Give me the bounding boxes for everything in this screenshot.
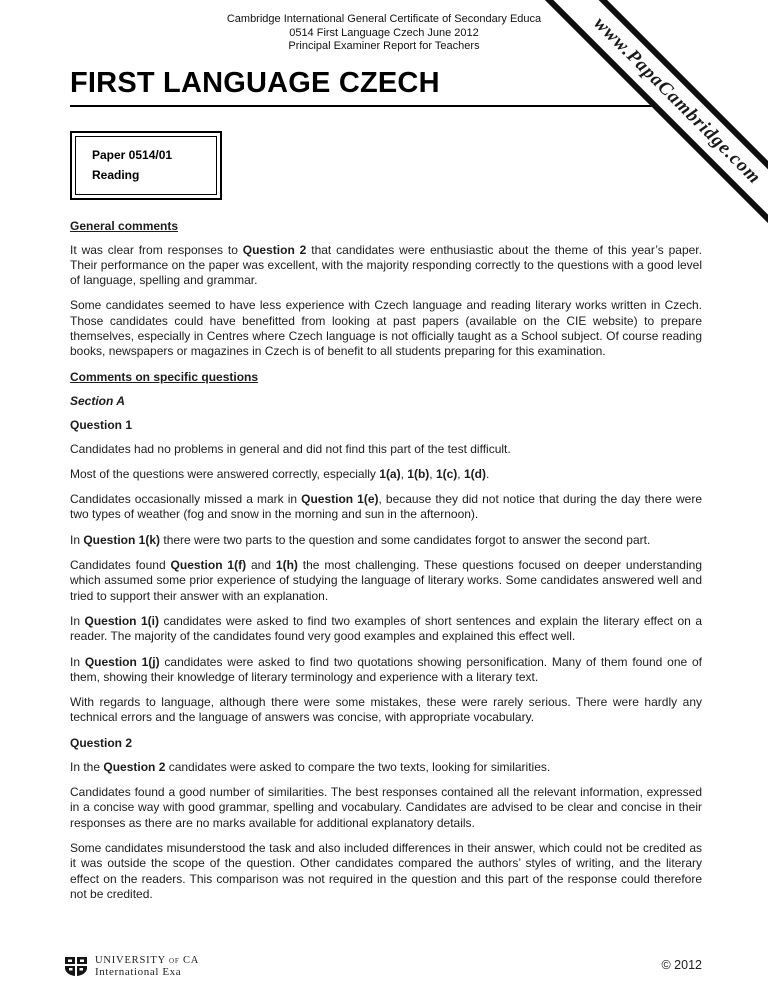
logo-university-text: UNIVERSITY of CA [95, 955, 200, 966]
page-title: FIRST LANGUAGE CZECH [70, 66, 440, 99]
paragraph: In Question 1(j) candidates were asked to find two quotations showing personification. Many of them found one of them, showing their knowledge of literary terminology and experience with a literary text. [70, 654, 702, 684]
paragraph: Most of the questions were answered correctly, especially 1(a), 1(b), 1(c), 1(d). [70, 466, 490, 481]
paragraph: With regards to language, although there were some mistakes, these were rarely serious. There were hardly any technical errors and the language of answers was concise, with appropriate vocabulary. [70, 695, 702, 725]
copyright-text: © 2012 [661, 958, 702, 972]
cambridge-shield-icon [64, 956, 88, 977]
subsection-heading: Section A [70, 393, 125, 408]
paragraph: Candidates found a good number of similarities. The best responses contained all the relevant information, expressed in a concise way with good grammar, spelling and vocabulary. Candidates are advised to be clear and concise in their responses as there are no marks available for additional explanatory details. [70, 785, 702, 830]
logo-international-text: International Exa [95, 966, 182, 978]
paragraph: Candidates had no problems in general and did not find this part of the test difficult. [70, 441, 511, 456]
paragraph: Candidates occasionally missed a mark in Question 1(e), because they did not notice that during the day there were two types of weather (fog and snow in the morning and sun in the afternoon). [70, 492, 702, 522]
header-line-syllabus: 0514 First Language Czech June 2012 [289, 26, 479, 39]
paper-box [70, 131, 222, 200]
header-line-report: Principal Examiner Report for Teachers [288, 40, 480, 52]
section-heading: General comments [70, 218, 179, 233]
title-rule [70, 105, 702, 107]
section-heading: Comments on specific questions [70, 369, 259, 384]
document-content [0, 67, 768, 903]
paper-number: Paper 0514/01 [92, 147, 173, 162]
paper-box-inner [75, 136, 217, 195]
question-heading: Question 1 [70, 417, 133, 432]
paragraph: It was clear from responses to Question 2 that candidates were enthusiastic about the theme of this year’s paper. Their performance on the paper was excellent, with the majority responding correctly to the questions with a good level of language, spelling and grammar. [70, 242, 702, 288]
footer-logo-text [95, 955, 199, 978]
footer-logo [64, 955, 199, 978]
paragraph: In Question 1(k) there were two parts to the question and some candidates forgot to answer the second part. [70, 532, 651, 547]
paragraph: Candidates found Question 1(f) and 1(h) the most challenging. These questions focused on deeper understanding which assumed some prior experience of studying the language of literary works. Some candidates answered well and tried to support their answer with an explanation. [70, 558, 702, 603]
paragraph: In Question 1(i) candidates were asked to find two examples of short sentences and explain the literary effect on a reader. The majority of the candidates found very good examples and explained this effect well. [70, 613, 703, 644]
watermark-url-text: www.PapaCambridge.com [589, 12, 766, 189]
paragraph: Some candidates seemed to have less experience with Czech language and reading literary works written in Czech. Those candidates could have benefitted from looking at past papers (available on the CIE website) to prepare themselves, especially in Centres where Czech language is not officially taught as a School subject. Of course reading books, newspapers or magazines in Czech is of benefit to all students preparing for this examination. [70, 298, 702, 359]
paper-component: Reading [92, 167, 140, 182]
paragraph: In the Question 2 candidates were asked to compare the two texts, looking for similarities. [70, 759, 551, 774]
question-heading: Question 2 [70, 735, 133, 750]
header-line-board: Cambridge International General Certificate of Secondary Educa [226, 13, 542, 25]
document-body [70, 219, 702, 903]
paragraph: Some candidates misunderstood the task and also included differences in their answer, which could not be credited as it was outside the scope of the question. Other candidates compared the authors’ styles of writing, and the literary effect on the readers. This comparison was not required in the question and this part of the response could therefore not be credited. [70, 840, 702, 901]
